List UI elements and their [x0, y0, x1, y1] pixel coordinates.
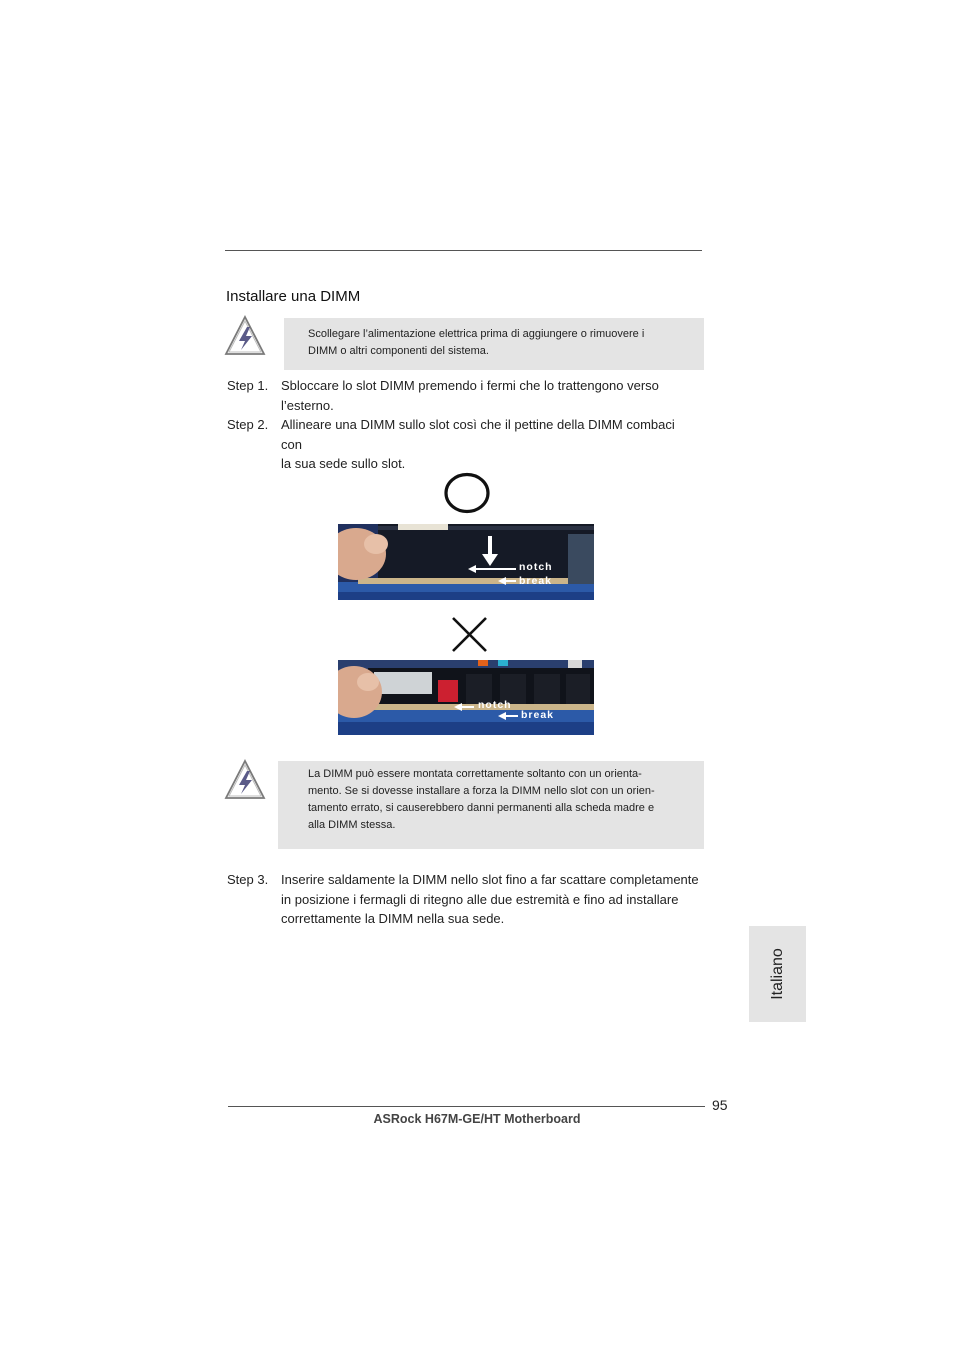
note2-line: mento. Se si dovesse installare a forza la DIMM nello slot con un orien-	[308, 785, 655, 797]
section-title: Installare una DIMM	[226, 288, 361, 305]
step2-line: Allineare una DIMM sullo slot così che il pettine della DIMM combaci con	[281, 417, 675, 452]
dimm-photo-wrong	[338, 660, 594, 735]
step3-line: in posizione i fermagli di ritegno alle due estremità e fino ad installare	[281, 891, 679, 907]
language-label: Italiano	[768, 948, 786, 1000]
step2-text	[281, 415, 696, 474]
step3-label: Step 3.	[227, 872, 269, 887]
step1-text	[281, 376, 696, 415]
step2-label: Step 2.	[227, 417, 269, 432]
dimm-illustration-wrong	[338, 660, 594, 735]
footer-model: ASRock H67M-GE/HT Motherboard	[373, 1112, 581, 1126]
step3-text	[281, 870, 701, 929]
step1-line: Sbloccare lo slot DIMM premendo i fermi che lo trattengono verso	[281, 378, 659, 393]
dimm-illustration-correct	[338, 524, 594, 600]
top-divider	[225, 250, 702, 251]
wrong-cross-icon	[451, 616, 488, 653]
note2-line: alla DIMM stessa.	[308, 819, 396, 831]
notch-label: notch	[478, 699, 512, 711]
correct-circle-icon	[443, 471, 491, 515]
notch-label: notch	[519, 561, 553, 573]
page-number: 95	[712, 1097, 728, 1113]
warning-lightning-icon	[224, 759, 266, 801]
language-side-tab	[749, 926, 806, 1022]
note1-line: DIMM o altri componenti del sistema.	[308, 345, 489, 357]
step1-line: l’esterno.	[281, 397, 334, 413]
warning-lightning-icon	[224, 315, 266, 357]
note-dimm-orientation	[278, 761, 704, 849]
step2-line: la sua sede sullo slot.	[281, 456, 406, 471]
note1-line: Scollegare l’alimentazione elettrica prima di aggiungere o rimuovere i	[308, 328, 645, 340]
dimm-photo-correct	[338, 524, 594, 600]
break-label: break	[521, 709, 555, 721]
note2-line: tamento errato, si causerebbero danni permanenti alla scheda madre e	[308, 802, 655, 814]
bottom-divider	[228, 1106, 705, 1107]
step1-label: Step 1.	[227, 378, 269, 393]
note2-line: La DIMM può essere montata correttamente soltanto con un orienta-	[308, 768, 642, 780]
step3-line: correttamente la DIMM nella sua sede.	[281, 911, 505, 926]
step3-line: Inserire saldamente la DIMM nello slot fino a far scattare completamente	[281, 872, 699, 887]
note-power-off	[284, 318, 704, 370]
break-label: break	[519, 575, 553, 587]
